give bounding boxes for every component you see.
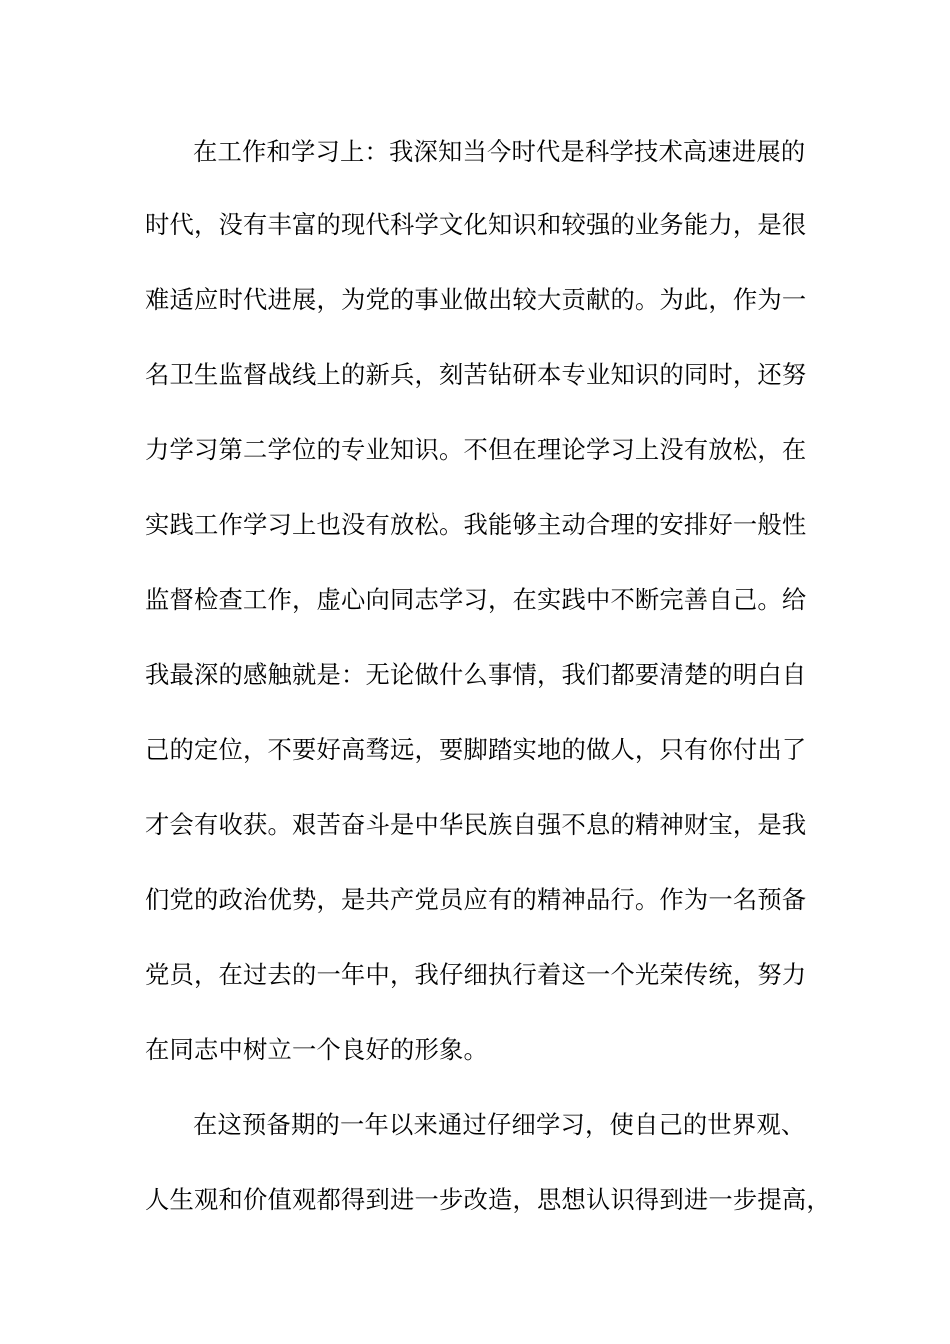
paragraph-1-line-5: 力学习第二学位的专业知识。不但在理论学习上没有放松，在 — [145, 435, 807, 464]
paragraph-1-line-2: 时代，没有丰富的现代科学文化知识和较强的业务能力，是很 — [145, 210, 807, 239]
paragraph-1-line-1: 在工作和学习上：我深知当今时代是科学技术高速进展的 — [193, 137, 806, 166]
paragraph-1-line-3: 难适应时代进展，为党的事业做出较大贡献的。为此，作为一 — [145, 285, 807, 314]
paragraph-1-line-8: 我最深的感触就是：无论做什么事情，我们都要清楚的明白自 — [145, 660, 807, 689]
paragraph-1-line-10: 才会有收获。艰苦奋斗是中华民族自强不息的精神财宝，是我 — [145, 810, 807, 839]
paragraph-1-line-13: 在同志中树立一个良好的形象。 — [145, 1035, 488, 1064]
paragraph-1-line-11: 们党的政治优势，是共产党员应有的精神品行。作为一名预备 — [145, 885, 807, 914]
paragraph-1-line-12: 党员，在过去的一年中，我仔细执行着这一个光荣传统，努力 — [145, 960, 807, 989]
paragraph-1-line-4: 名卫生监督战线上的新兵，刻苦钻研本专业知识的同时，还努 — [145, 360, 807, 389]
paragraph-1-line-7: 监督检查工作，虚心向同志学习，在实践中不断完善自己。给 — [145, 585, 807, 614]
paragraph-2-line-1: 在这预备期的一年以来通过仔细学习，使自己的世界观、 — [193, 1110, 806, 1139]
paragraph-1-line-9: 己的定位，不要好高骛远，要脚踏实地的做人，只有你付出了 — [145, 735, 807, 764]
paragraph-1-line-6: 实践工作学习上也没有放松。我能够主动合理的安排好一般性 — [145, 510, 807, 539]
paragraph-2-line-2: 人生观和价值观都得到进一步改造，思想认识得到进一步提高， — [145, 1185, 831, 1214]
